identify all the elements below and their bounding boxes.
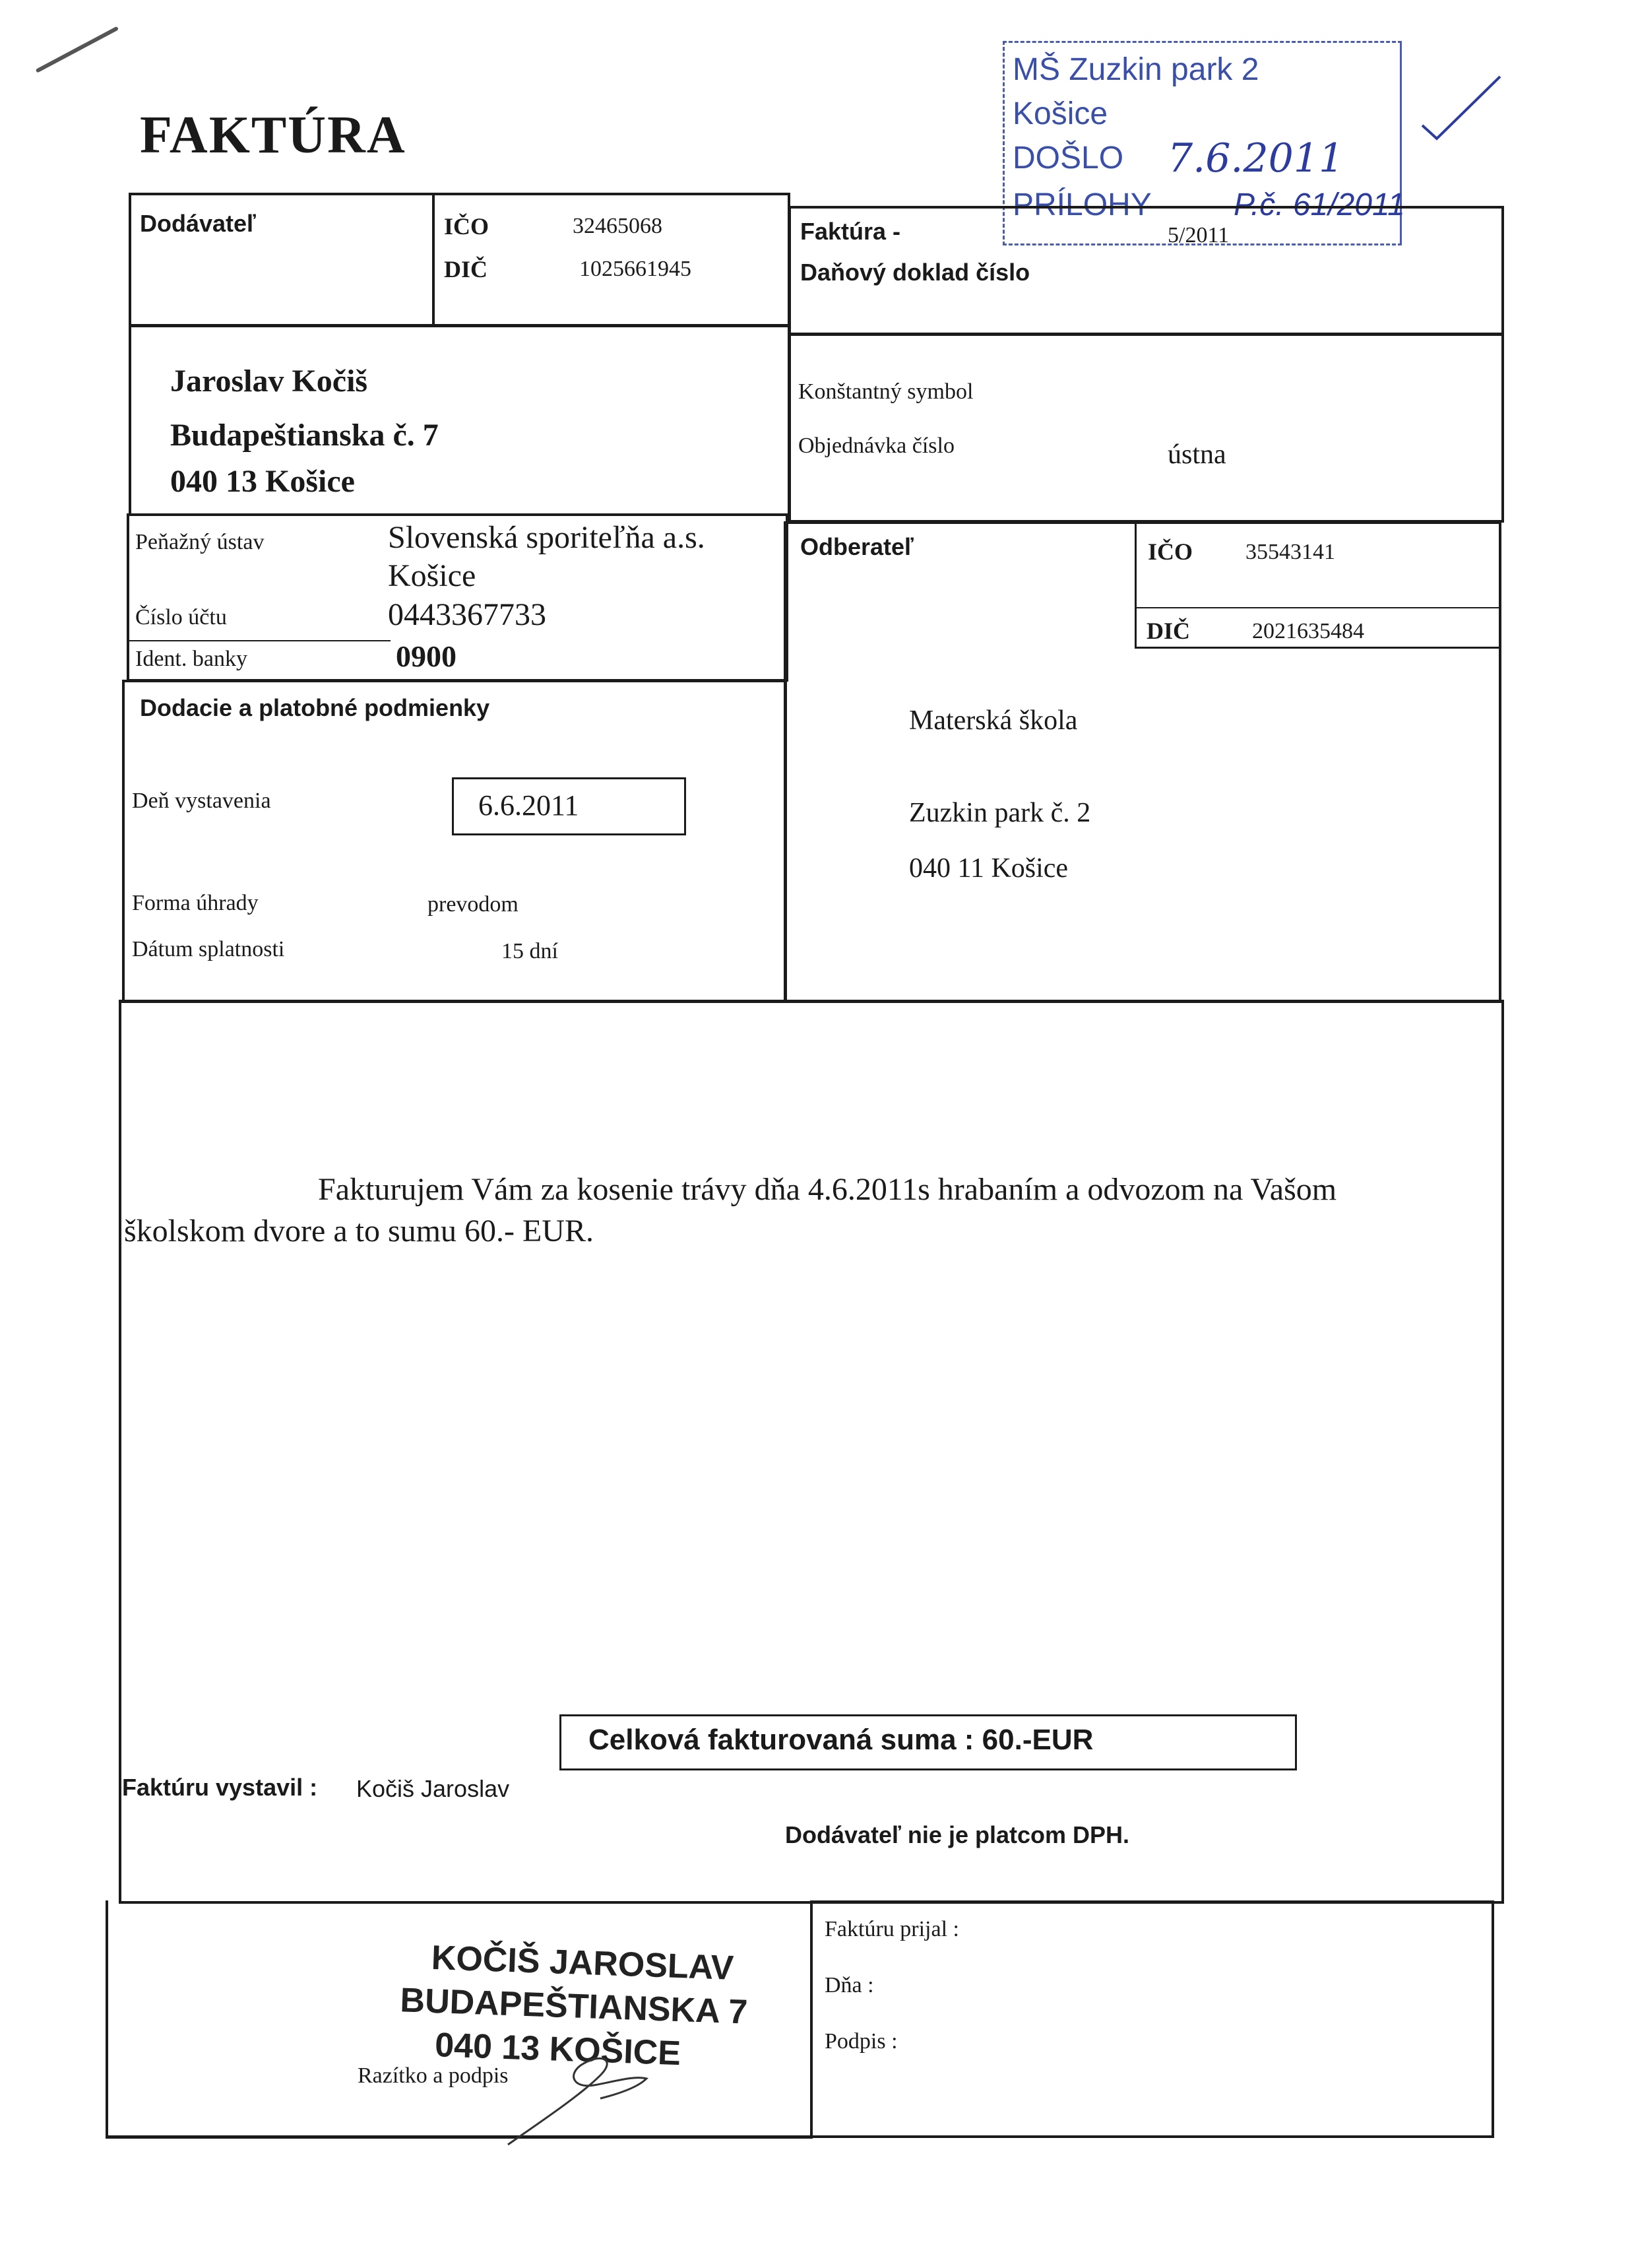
customer-city: 040 11 Košice	[909, 853, 1069, 884]
supplier-ids-divider	[432, 193, 435, 327]
customer-ico-value: 35543141	[1245, 540, 1335, 564]
customer-name: Materská škola	[909, 705, 1078, 736]
receipt-date-label: Dňa :	[825, 1973, 874, 1997]
payment-form-value: prevodom	[427, 892, 519, 917]
bank-institution-label: Peňažný ústav	[135, 530, 265, 554]
customer-ico-label: IČO	[1148, 538, 1193, 565]
supplier-heading: Dodávateľ	[140, 210, 256, 237]
seller-stamp-line2: BUDAPEŠTIANSKA 7	[399, 1981, 749, 2032]
receipt-received-label: Faktúru prijal :	[825, 1917, 959, 1941]
check-mark-icon	[1418, 73, 1504, 145]
customer-ids-bottom	[1135, 647, 1501, 649]
invoice-label-line2: Daňový doklad číslo	[800, 259, 1030, 286]
seller-stamp-caption: Razítko a podpis	[358, 2063, 509, 2088]
invoice-details-box	[788, 333, 1504, 523]
invoice-number: 5/2011	[1168, 223, 1230, 247]
received-stamp-date-handwritten: 7.6.2011	[1168, 135, 1344, 181]
customer-dic-label: DIČ	[1147, 618, 1191, 644]
received-stamp-line1: MŠ Zuzkin park 2	[1013, 52, 1259, 87]
scan-speck	[36, 26, 119, 73]
constant-symbol-label: Konštantný symbol	[798, 379, 974, 404]
due-value: 15 dní	[501, 939, 558, 963]
issue-date-label: Deň vystavenia	[132, 789, 271, 813]
customer-box	[784, 521, 1501, 1003]
bank-account-label: Číslo účtu	[135, 605, 227, 630]
payment-form-label: Forma úhrady	[132, 891, 259, 915]
received-stamp-line2: Košice	[1013, 96, 1108, 131]
bank-id-label: Ident. banky	[135, 647, 247, 671]
total-text: Celková fakturovaná suma : 60.-EUR	[588, 1724, 1094, 1756]
supplier-ico-label: IČO	[444, 213, 489, 240]
supplier-name: Jaroslav Kočiš	[170, 364, 368, 399]
supplier-city: 040 13 Košice	[170, 464, 355, 499]
body-text-line1: Fakturujem Vám za kosenie trávy dňa 4.6.2011s hrabaním a odvozom na Vašom	[318, 1172, 1337, 1207]
page-title: FAKTÚRA	[140, 106, 406, 164]
issued-by-value: Kočiš Jaroslav	[356, 1775, 510, 1802]
due-label: Dátum splatnosti	[132, 937, 285, 961]
bank-id-value: 0900	[396, 639, 456, 673]
supplier-dic-label: DIČ	[444, 256, 488, 282]
supplier-dic-value: 1025661945	[579, 257, 691, 281]
signature-scribble	[501, 2049, 666, 2148]
issued-by-label: Faktúru vystavil :	[122, 1774, 318, 1801]
bank-institution-line2: Košice	[388, 558, 476, 593]
customer-heading: Odberateľ	[800, 533, 914, 560]
customer-street: Zuzkin park č. 2	[909, 798, 1091, 828]
seller-stamp-line1: KOČIŠ JAROSLAV	[430, 1938, 735, 1988]
issue-date-value: 6.6.2011	[478, 789, 579, 822]
customer-dic-value: 2021635484	[1252, 619, 1364, 643]
customer-ids-divider	[1135, 523, 1137, 648]
supplier-street: Budapeštianska č. 7	[170, 418, 439, 453]
bank-institution-line1: Slovenská sporiteľňa a.s.	[388, 520, 705, 555]
body-text-line2: školskom dvore a to sumu 60.- EUR.	[124, 1214, 594, 1248]
receipt-signature-label: Podpis :	[825, 2029, 898, 2054]
bank-id-divider	[127, 640, 391, 641]
terms-heading: Dodacie a platobné podmienky	[140, 694, 490, 721]
received-stamp-prilohy-label: PRÍLOHY	[1013, 187, 1152, 222]
received-stamp-doslo-label: DOŠLO	[1013, 141, 1124, 176]
order-number-value: ústna	[1168, 439, 1226, 470]
invoice-label-line1: Faktúra -	[800, 218, 901, 245]
vat-note: Dodávateľ nie je platcom DPH.	[785, 1821, 1129, 1848]
bank-account-value: 0443367733	[388, 597, 546, 632]
order-number-label: Objednávka číslo	[798, 434, 955, 458]
customer-ico-divider	[1135, 607, 1501, 608]
seller-stamp-line3: 040 13 KOŠICE	[434, 2026, 681, 2073]
supplier-ico-value: 32465068	[573, 214, 662, 238]
received-stamp-pc: P.č. 61/2011	[1234, 187, 1405, 222]
